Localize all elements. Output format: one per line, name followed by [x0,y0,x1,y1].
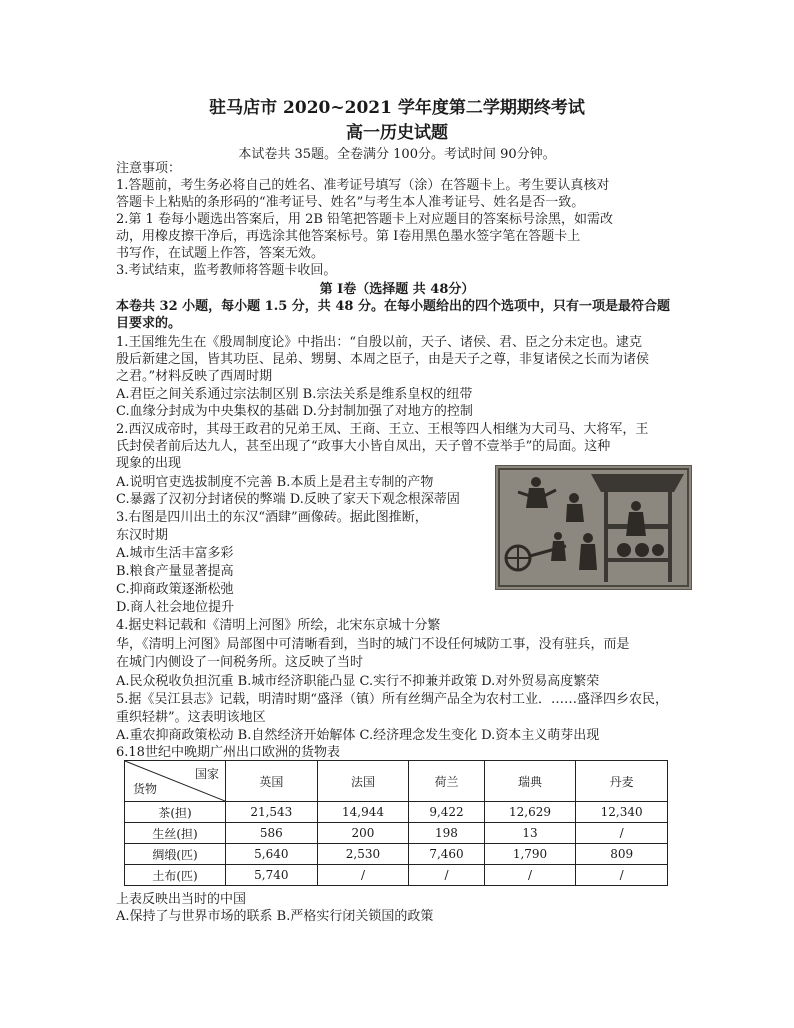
question-4-text: 在城门内侧设了一间税务所。这反映了当时 [116,655,364,670]
table-cell: 21,543 [226,802,318,823]
question-4-text: 4.据史料记载和《清明上河图》所绘，北宋东京城十分繁 [116,618,441,633]
section-instruction: 目要求的。 [116,316,182,331]
notes-heading: 注意事项： [116,161,182,176]
question-6-options: A.保持了与世界市场的联系 B.严格实行闭关锁国的政策 [116,909,434,924]
table-row [125,802,668,823]
table-cell: 7,460 [409,844,484,865]
table-cell: 200 [317,823,409,844]
table-row [125,865,668,886]
question-1-text: 之君。”材料反映了西周时期 [116,369,273,384]
section-title: 第 I卷（选择题 共 48分） [319,282,475,297]
country-header: 丹麦 [576,761,668,802]
table-cell: 9,422 [409,802,484,823]
table-cell: 13 [484,823,576,844]
section-instruction: 本卷共 32 小题，每小题 1.5 分，共 48 分。在每小题给出的四个选项中，只有一项是最符合题 [116,299,670,314]
table-row [125,823,668,844]
goods-name-cell: 土布(匹) [125,865,226,886]
question-1-text: 1.王国维先生在《殷周制度论》中指出：“自殷以前，天子、诸侯、君、臣之分未定也。逮克 [116,335,643,350]
table-cell: / [484,865,576,886]
question-3-option: B.粮食产量显著提高 [116,564,234,579]
table-cell: 12,629 [484,802,576,823]
table-cell: 586 [226,823,318,844]
table-cell: 198 [409,823,484,844]
table-corner-cell [125,761,226,802]
table-cell: 14,944 [317,802,409,823]
question-3-option: D.商人社会地位提升 [116,600,235,615]
exam-title: 驻马店市 2020~2021 学年度第二学期期终考试 [209,98,585,118]
question-4-text: 华，《清明上河图》局部图中可清晰看到，当时的城门不设任何城防工事，没有驻兵，而是 [116,637,630,652]
question-4-options: A.民众税收负担沉重 B.城市经济职能凸显 C.实行不抑兼并政策 D.对外贸易高度繁荣 [116,674,600,689]
table-cell: / [317,865,409,886]
question-5-options: A.重农抑商政策松动 B.自然经济开始解体 C.经济理念发生变化 D.资本主义萌芽出现 [116,728,600,743]
corner-country-label: 国家 [194,767,219,781]
note-line: 1.答题前，考生务必将自己的姓名、准考证号填写（涂）在答题卡上。考生要认真核对 [116,178,610,193]
export-goods-table [124,760,668,886]
goods-name-cell: 绸缎(匹) [125,844,226,865]
question-2-text: 氏封侯者前后达九人，甚至出现了“政事大小皆自凤出，天子曾不壹举手”的局面。这种 [116,439,611,454]
note-line: 3.考试结束，监考教师将答题卡收回。 [116,263,337,278]
question-3-text: 3.右图是四川出土的东汉“酒肆”画像砖。据此图推断， [116,510,428,525]
table-cell: 5,640 [226,844,318,865]
question-3-option: A.城市生活丰富多彩 [116,546,234,561]
table-cell: 5,740 [226,865,318,886]
goods-name-cell: 茶(担) [125,802,226,823]
wine-shop-brick-image [495,465,692,590]
question-5-text: 重织轻耕”。这表明该地区 [116,710,266,725]
country-header: 英国 [226,761,318,802]
question-2-options: A.说明官吏选拔制度不完善 B.本质上是君主专制的产物 [116,475,434,490]
table-cell: 12,340 [576,802,668,823]
note-line: 2.第 1 卷每小题选出答案后，用 2B 铅笔把答题卡上对应题目的答案标号涂黑，如需改 [116,212,614,227]
country-header: 荷兰 [409,761,484,802]
table-header-row [125,761,668,802]
table-cell: 1,790 [484,844,576,865]
note-line: 答题卡上粘贴的条形码的“准考证号、姓名”与考生本人准考证号、姓名是否一致。 [116,195,585,210]
question-2-text: 现象的出现 [116,456,182,471]
question-3-text: 东汉时期 [116,528,169,543]
note-line: 动，用橡皮擦干净后，再选涂其他答案标号。第 I卷用黑色墨水签字笔在答题卡上 [116,229,581,244]
question-2-options: C.暴露了汉初分封诸侯的弊端 D.反映了家天下观念根深蒂固 [116,492,460,507]
country-header: 瑞典 [484,761,576,802]
country-header: 法国 [317,761,409,802]
exam-subtitle: 高一历史试题 [346,123,448,143]
goods-name-cell: 生丝(担) [125,823,226,844]
table-cell: 809 [576,844,668,865]
question-5-text: 5.据《吴江县志》记载，明清时期“盛泽（镇）所有丝绸产品全为农村工业．……盛泽四乡农民， [116,692,669,707]
table-cell: 2,530 [317,844,409,865]
table-cell: / [409,865,484,886]
question-1-options: A.君臣之间关系通过宗法制区别 B.宗法关系是维系皇权的纽带 [116,387,473,402]
question-6-text: 上表反映出当时的中国 [116,892,247,907]
table-row [125,844,668,865]
exam-info: 本试卷共 35题。全卷满分 100分。考试时间 90分钟。 [238,147,556,162]
question-6-caption: 6.18世纪中晚期广州出口欧洲的货物表 [116,745,340,760]
question-3-option: C.抑商政策逐渐松弛 [116,582,234,597]
question-2-text: 2.西汉成帝时，其母王政君的兄弟王凤、王商、王立、王根等四人相继为大司马、大将军，王 [116,422,649,437]
question-1-options: C.血缘分封成为中央集权的基础 D.分封制加强了对地方的控制 [116,404,473,419]
note-line: 书写作，在试题上作答，答案无效。 [116,246,325,261]
table-cell: / [576,865,668,886]
table-cell: / [576,823,668,844]
question-1-text: 殷后新建之国，皆其功臣、昆弟、甥舅、本周之臣子，由是天子之尊，非复诸侯之长而为诸侯 [116,352,650,367]
corner-goods-label: 货物 [133,782,158,796]
